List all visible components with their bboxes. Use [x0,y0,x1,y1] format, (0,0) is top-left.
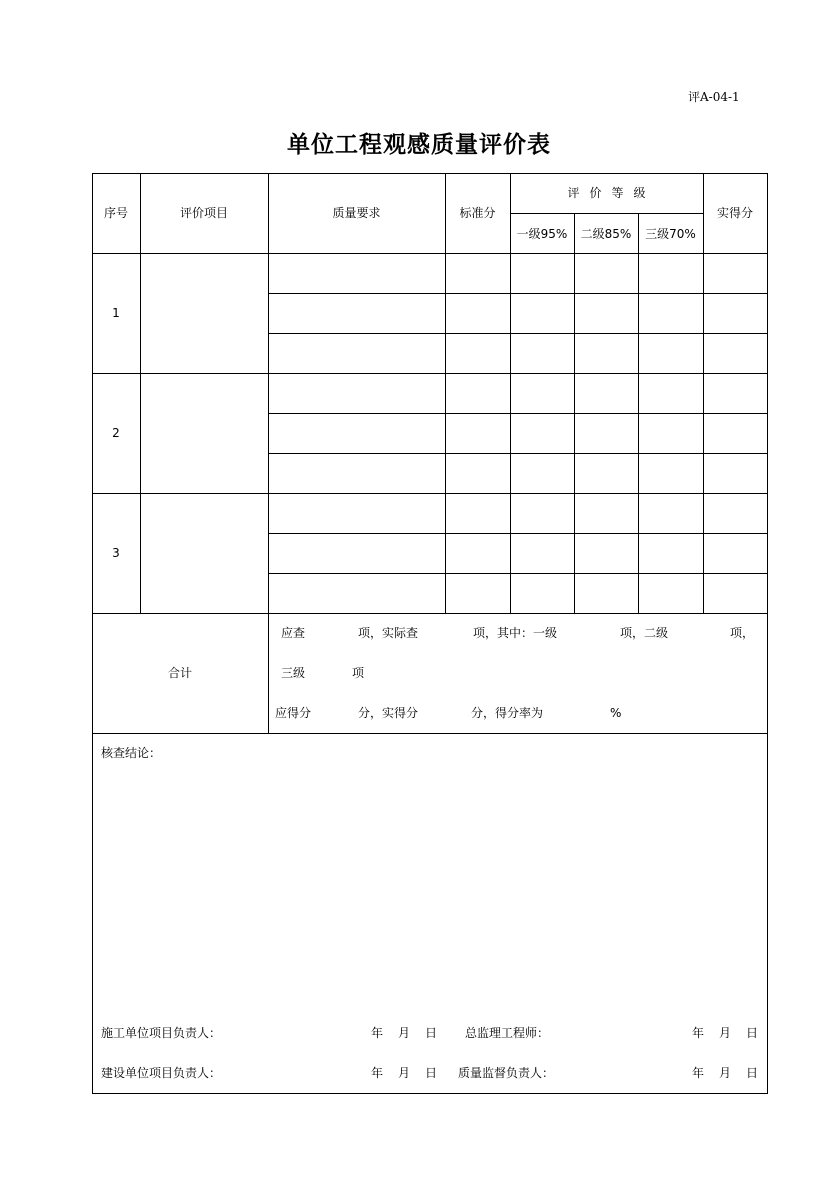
total-actual-check: 项，实际查 [358,626,419,640]
total-grade3-label: 三级 [281,666,306,680]
header-grade3: 三级70% [645,227,696,241]
total-should-check: 应查 [281,626,306,640]
total-grade2-suffix: 项， [730,626,755,640]
header-standard-score: 标准分 [459,206,496,220]
date-year: 年 [692,1066,705,1080]
total-grade1-count: 项，其中：一级 [473,626,558,640]
date-day: 日 [425,1026,438,1040]
date-day: 日 [425,1066,438,1080]
date-year: 年 [692,1026,705,1040]
row-seq-1: 1 [112,306,120,320]
date-year: 年 [371,1026,384,1040]
date-month: 月 [719,1026,732,1040]
header-seq: 序号 [103,206,128,220]
total-percent: % [610,706,622,720]
header-actual-score: 实得分 [716,206,753,220]
quality-supervisor-sign-label: 质量监督负责人： [458,1066,555,1080]
page-title: 单位工程观感质量评价表 [287,132,551,158]
total-grade3-count: 项 [352,666,365,680]
total-score-rate: 分，得分率为 [471,706,544,720]
header-grade1: 一级95% [516,227,568,241]
row-seq-3: 3 [112,546,120,560]
chief-supervisor-sign-label: 总监理工程师： [465,1026,550,1040]
total-grade2-count: 项，二级 [620,626,669,640]
date-day: 日 [746,1066,759,1080]
form-code: 评A-04-1 [688,90,740,104]
date-month: 月 [719,1066,732,1080]
date-month: 月 [398,1066,411,1080]
conclusion-label: 核查结论： [101,746,162,760]
date-month: 月 [398,1026,411,1040]
total-actual-score: 分，实得分 [358,706,419,720]
header-requirement: 质量要求 [332,206,381,220]
header-grade2: 二级85% [580,227,632,241]
header-grade-group: 评价等级 [567,186,656,200]
total-should-score: 应得分 [275,706,312,720]
builder-sign-label: 建设单位项目负责人： [101,1066,222,1080]
date-year: 年 [371,1066,384,1080]
total-label: 合计 [167,666,192,680]
row-seq-2: 2 [112,426,120,440]
header-item: 评价项目 [179,206,228,220]
constructor-sign-label: 施工单位项目负责人： [101,1026,222,1040]
date-day: 日 [746,1026,759,1040]
